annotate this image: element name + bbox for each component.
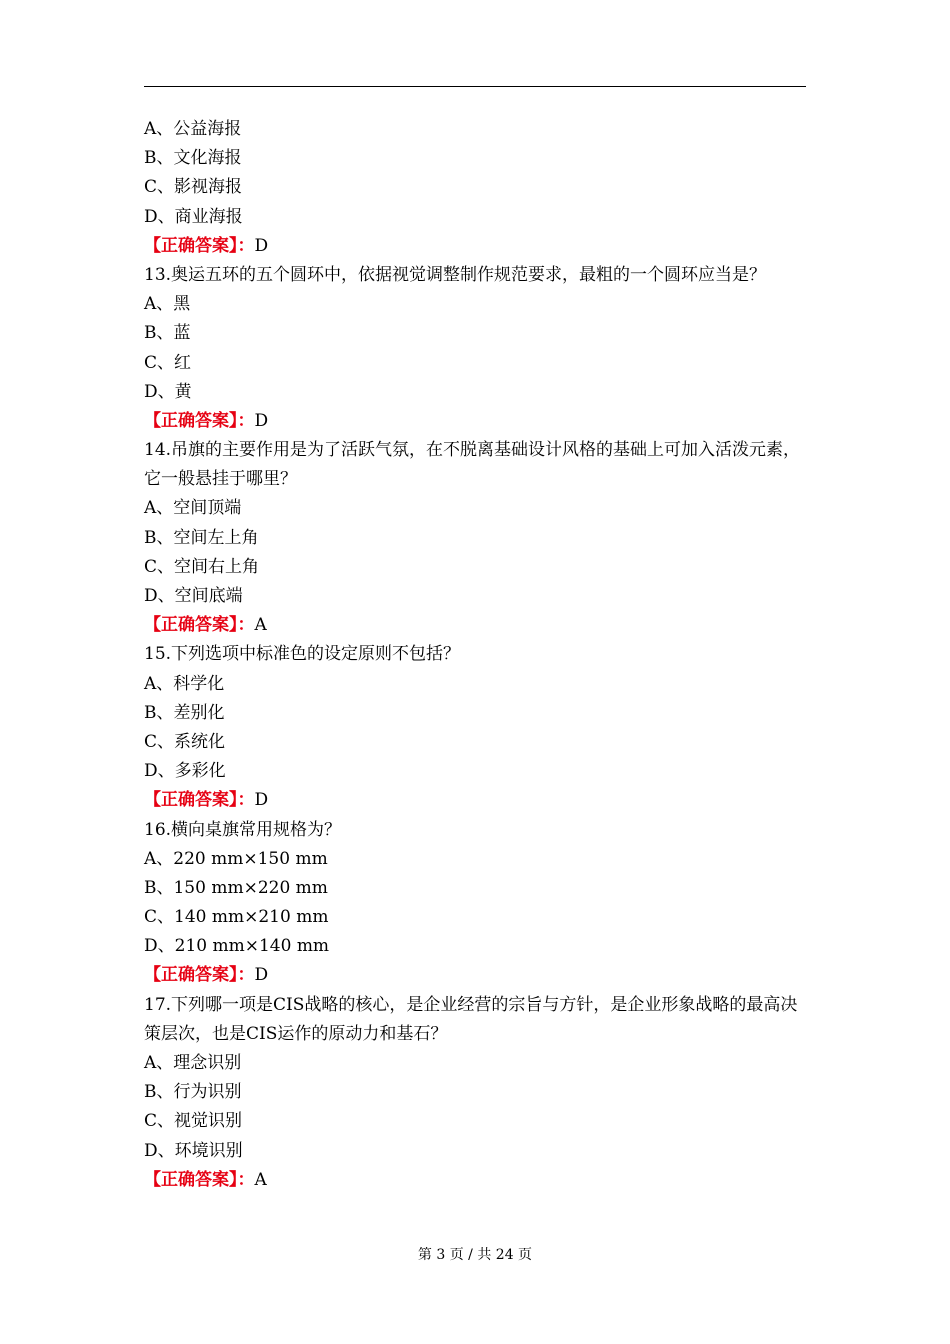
answer-label: 【正确答案】： — [144, 615, 255, 636]
answer-label: 【正确答案】： — [144, 965, 255, 986]
option-b: B、行为识别 — [144, 1082, 242, 1103]
option-a: A、220 mm×150 mm — [144, 848, 328, 869]
option-a: A、黑 — [144, 294, 191, 315]
header-rule — [144, 86, 806, 87]
answer-line — [144, 232, 806, 261]
question-block-15 — [144, 640, 806, 815]
option-d: D、环境识别 — [144, 1140, 243, 1161]
answer-line — [144, 961, 806, 990]
option-c: C、系统化 — [144, 731, 226, 752]
question-stem: 14.吊旗的主要作用是为了活跃气氛，在不脱离基础设计风格的基础上可加入活泼元素，它一般悬挂于哪里？ — [144, 440, 801, 490]
option-c: C、视觉识别 — [144, 1111, 243, 1132]
question-block-12 — [144, 115, 806, 261]
answer-value: D — [254, 790, 269, 811]
question-block-16 — [144, 816, 806, 991]
answer-value: D — [254, 965, 269, 986]
option-c: C、140 mm×210 mm — [144, 907, 329, 928]
option-d: D、黄 — [144, 381, 192, 402]
question-block-17 — [144, 991, 806, 1195]
option-d: D、空间底端 — [144, 586, 243, 607]
page-footer: 第 3 页 / 共 24 页 — [417, 1247, 533, 1263]
question-content — [144, 115, 806, 1195]
option-a: A、科学化 — [144, 673, 225, 694]
option-a: A、公益海报 — [144, 119, 242, 139]
option-b: B、蓝 — [144, 323, 191, 344]
answer-label: 【正确答案】： — [144, 235, 255, 256]
answer-label: 【正确答案】： — [144, 410, 255, 431]
answer-line — [144, 407, 806, 436]
answer-line — [144, 786, 806, 815]
option-a: A、空间顶端 — [144, 498, 242, 519]
option-c: C、红 — [144, 352, 192, 373]
answer-value: D — [254, 410, 269, 431]
answer-value: A — [254, 1169, 267, 1190]
answer-value: D — [254, 235, 269, 256]
question-stem: 17.下列哪一项是CIS战略的核心，是企业经营的宗旨与方针，是企业形象战略的最高决策层次，也是CIS运作的原动力和基石？ — [144, 994, 798, 1044]
answer-line — [144, 611, 806, 640]
option-b: B、150 mm×220 mm — [144, 877, 328, 898]
option-d: D、210 mm×140 mm — [144, 936, 330, 957]
option-b: B、文化海报 — [144, 148, 242, 169]
question-stem: 15.下列选项中标准色的设定原则不包括？ — [144, 644, 461, 665]
option-b: B、差别化 — [144, 702, 225, 723]
option-d: D、多彩化 — [144, 761, 226, 782]
option-a: A、理念识别 — [144, 1053, 242, 1074]
answer-label: 【正确答案】： — [144, 1169, 255, 1190]
question-block-14 — [144, 436, 806, 640]
question-block-13 — [144, 261, 806, 436]
option-b: B、空间左上角 — [144, 527, 259, 548]
answer-value: A — [254, 615, 267, 636]
option-c: C、空间右上角 — [144, 556, 260, 577]
option-c: C、影视海报 — [144, 177, 243, 198]
answer-line — [144, 1166, 806, 1195]
question-stem: 13.奥运五环的五个圆环中，依据视觉调整制作规范要求，最粗的一个圆环应当是？ — [144, 264, 767, 285]
question-stem: 16.横向桌旗常用规格为？ — [144, 819, 342, 840]
answer-label: 【正确答案】： — [144, 790, 255, 811]
option-d: D、商业海报 — [144, 206, 243, 227]
